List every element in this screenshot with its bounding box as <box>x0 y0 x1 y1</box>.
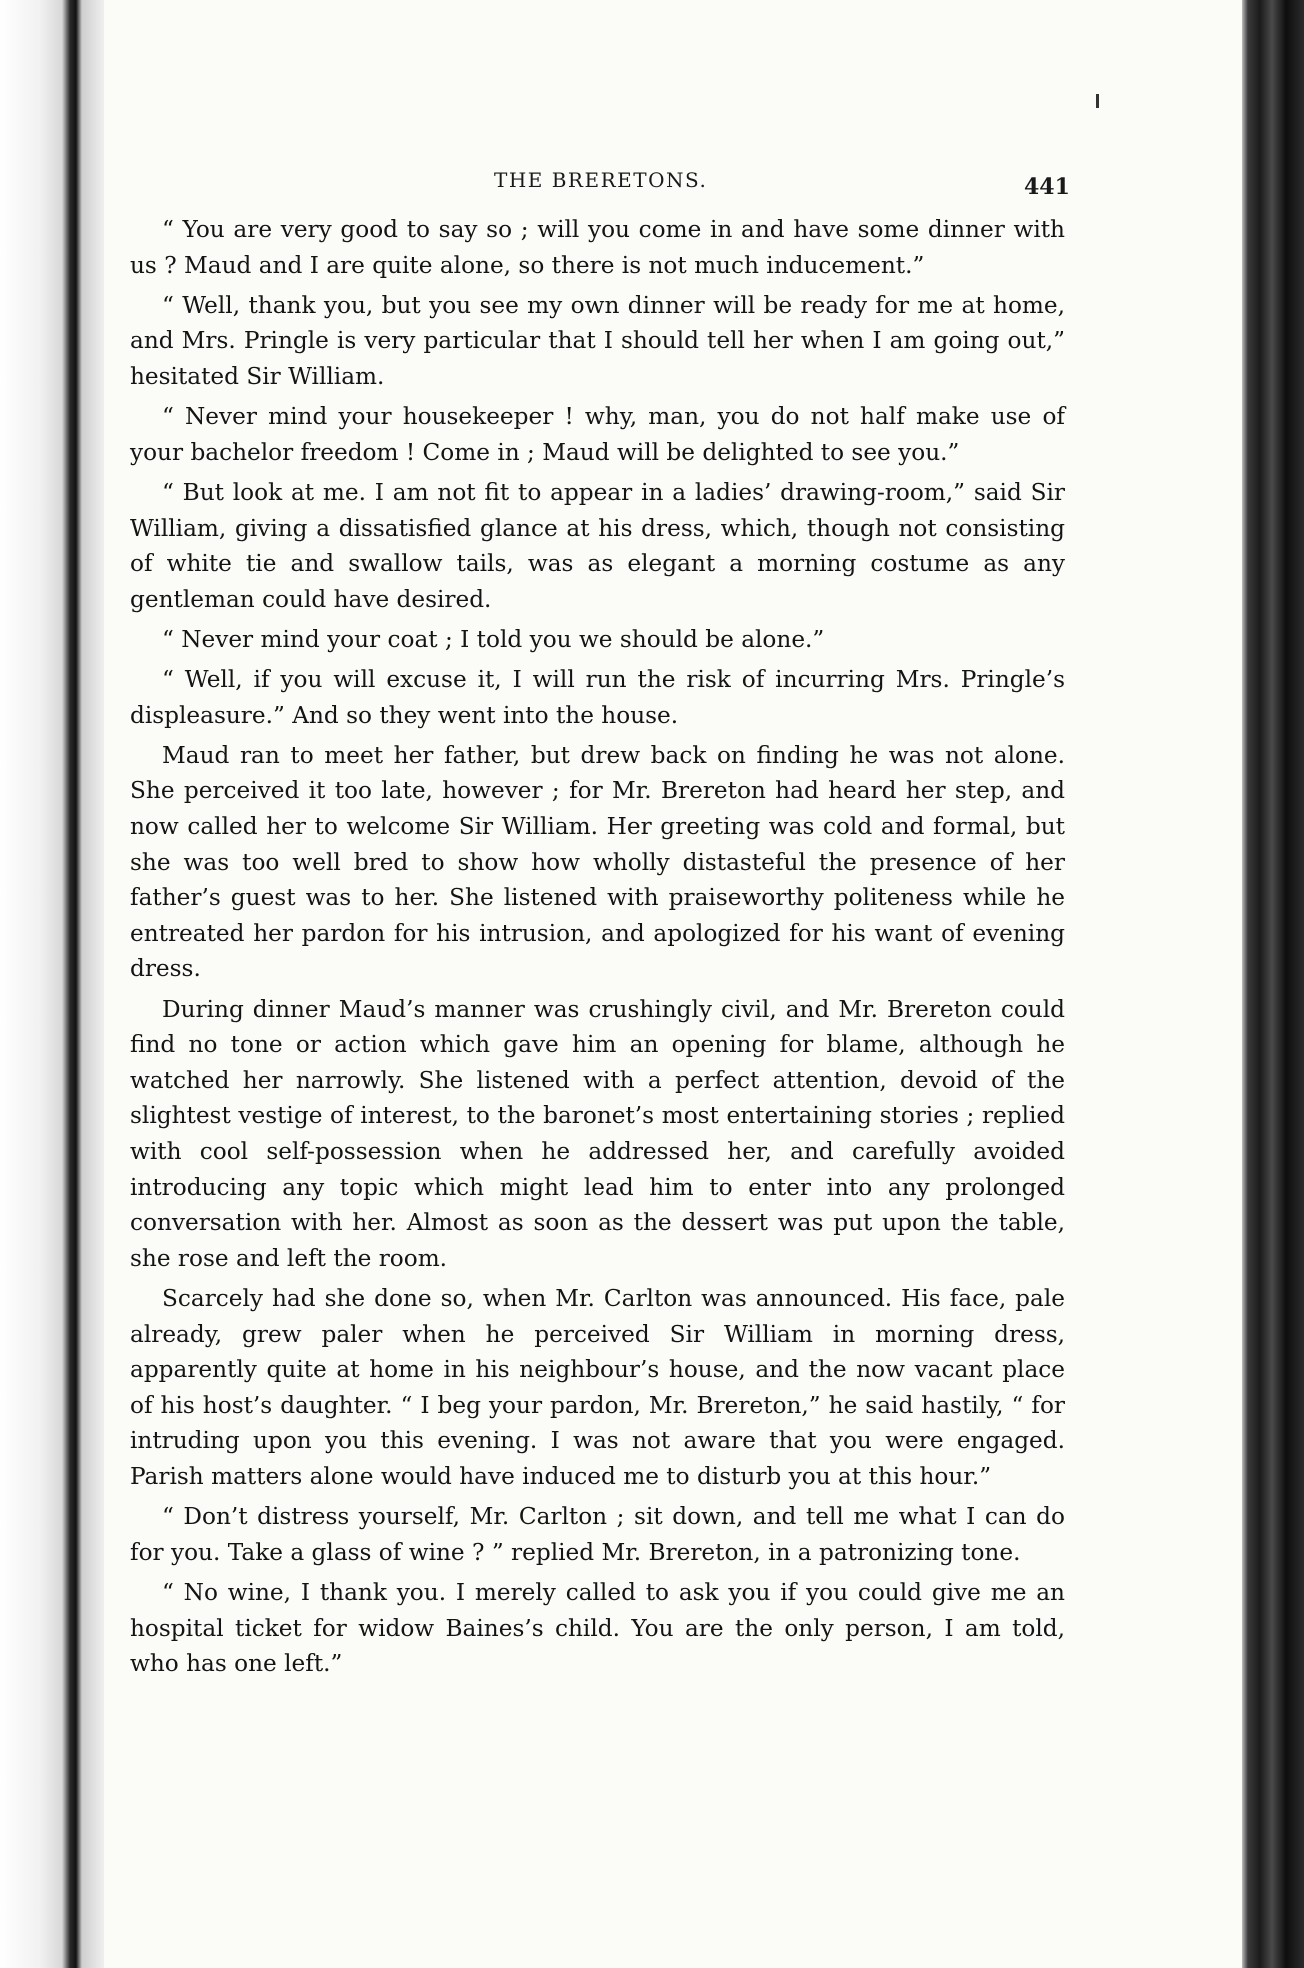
paragraph: “ Don’t distress yourself, Mr. Carlton ; sit down, and tell me what I can do for you. Take a glass of wine ? ” replied Mr. Brereton, in a patronizing tone. <box>130 1503 1065 1566</box>
paragraph: “ Well, thank you, but you see my own dinner will be ready for me at home, and Mrs. Pringle is very particular that I should tell her when I am going out,” hesitated Sir William. <box>130 291 1065 390</box>
left-page-edge <box>0 0 82 1968</box>
running-title: THE BRERETONS. <box>494 168 708 192</box>
right-book-edge <box>1242 0 1304 1968</box>
paragraph: Maud ran to meet her father, but drew back on finding he was not alone. She perceived it too late, however ; for Mr. Brereton had heard her step, and now called her to welcome Sir William. Her greeting was cold and formal, but she was too well bred to show how wholly distasteful the presence of her father’s guest was to her. She listened with praiseworthy politeness while he entreated her pardon for his intrusion, and apologized for his want of evening dress. <box>130 741 1065 983</box>
running-head <box>104 166 1242 206</box>
book-gutter <box>82 0 104 1968</box>
paragraph: “ Never mind your housekeeper ! why, man, you do not half make use of your bachelor freedom ! Come in ; Maud will be delighted to see you.” <box>130 403 1065 466</box>
paragraph: “ You are very good to say so ; will you come in and have some dinner with us ? Maud and I are quite alone, so there is not much inducement.” <box>130 216 1065 279</box>
paragraph: “ No wine, I thank you. I merely called to ask you if you could give me an hospital ticket for widow Baines’s child. You are the only person, I am told, who has one left.” <box>130 1578 1065 1678</box>
scan-speck <box>1096 94 1099 108</box>
paragraph: “ Never mind your coat ; I told you we should be alone.” <box>162 625 825 653</box>
body-text <box>130 212 1065 1686</box>
paragraph: “ But look at me. I am not fit to appear in a ladies’ drawing-room,” said Sir William, giving a dissatisfied glance at his dress, which, though not consisting of white tie and swallow tails, was as elegant a morning costume as any gentleman could have desired. <box>130 478 1065 613</box>
paragraph: Scarcely had she done so, when Mr. Carlton was announced. His face, pale already, grew paler when he perceived Sir William in morning dress, apparently quite at home in his neighbour’s house, and the now vacant place of his host’s daughter. “ I beg your pardon, Mr. Brereton,” he said hastily, “ for intruding upon you this evening. I was not aware that you were engaged. Parish matters alone would have induced me to disturb you at this hour.” <box>130 1284 1065 1490</box>
page <box>104 0 1242 1968</box>
paragraph: “ Well, if you will excuse it, I will run the risk of incurring Mrs. Pringle’s displeasure.” And so they went into the house. <box>130 666 1065 729</box>
paragraph: During dinner Maud’s manner was crushingly civil, and Mr. Brereton could find no tone or action which gave him an opening for blame, although he watched her narrowly. She listened with a perfect attention, devoid of the slightest vestige of interest, to the baronet’s most entertaining stories ; replied with cool self-possession when he addressed her, and carefully avoided introducing any topic which might lead him to enter into any prolonged conversation with her. Almost as soon as the dessert was put upon the table, she rose and left the room. <box>130 995 1065 1272</box>
page-number: 441 <box>1024 174 1070 200</box>
